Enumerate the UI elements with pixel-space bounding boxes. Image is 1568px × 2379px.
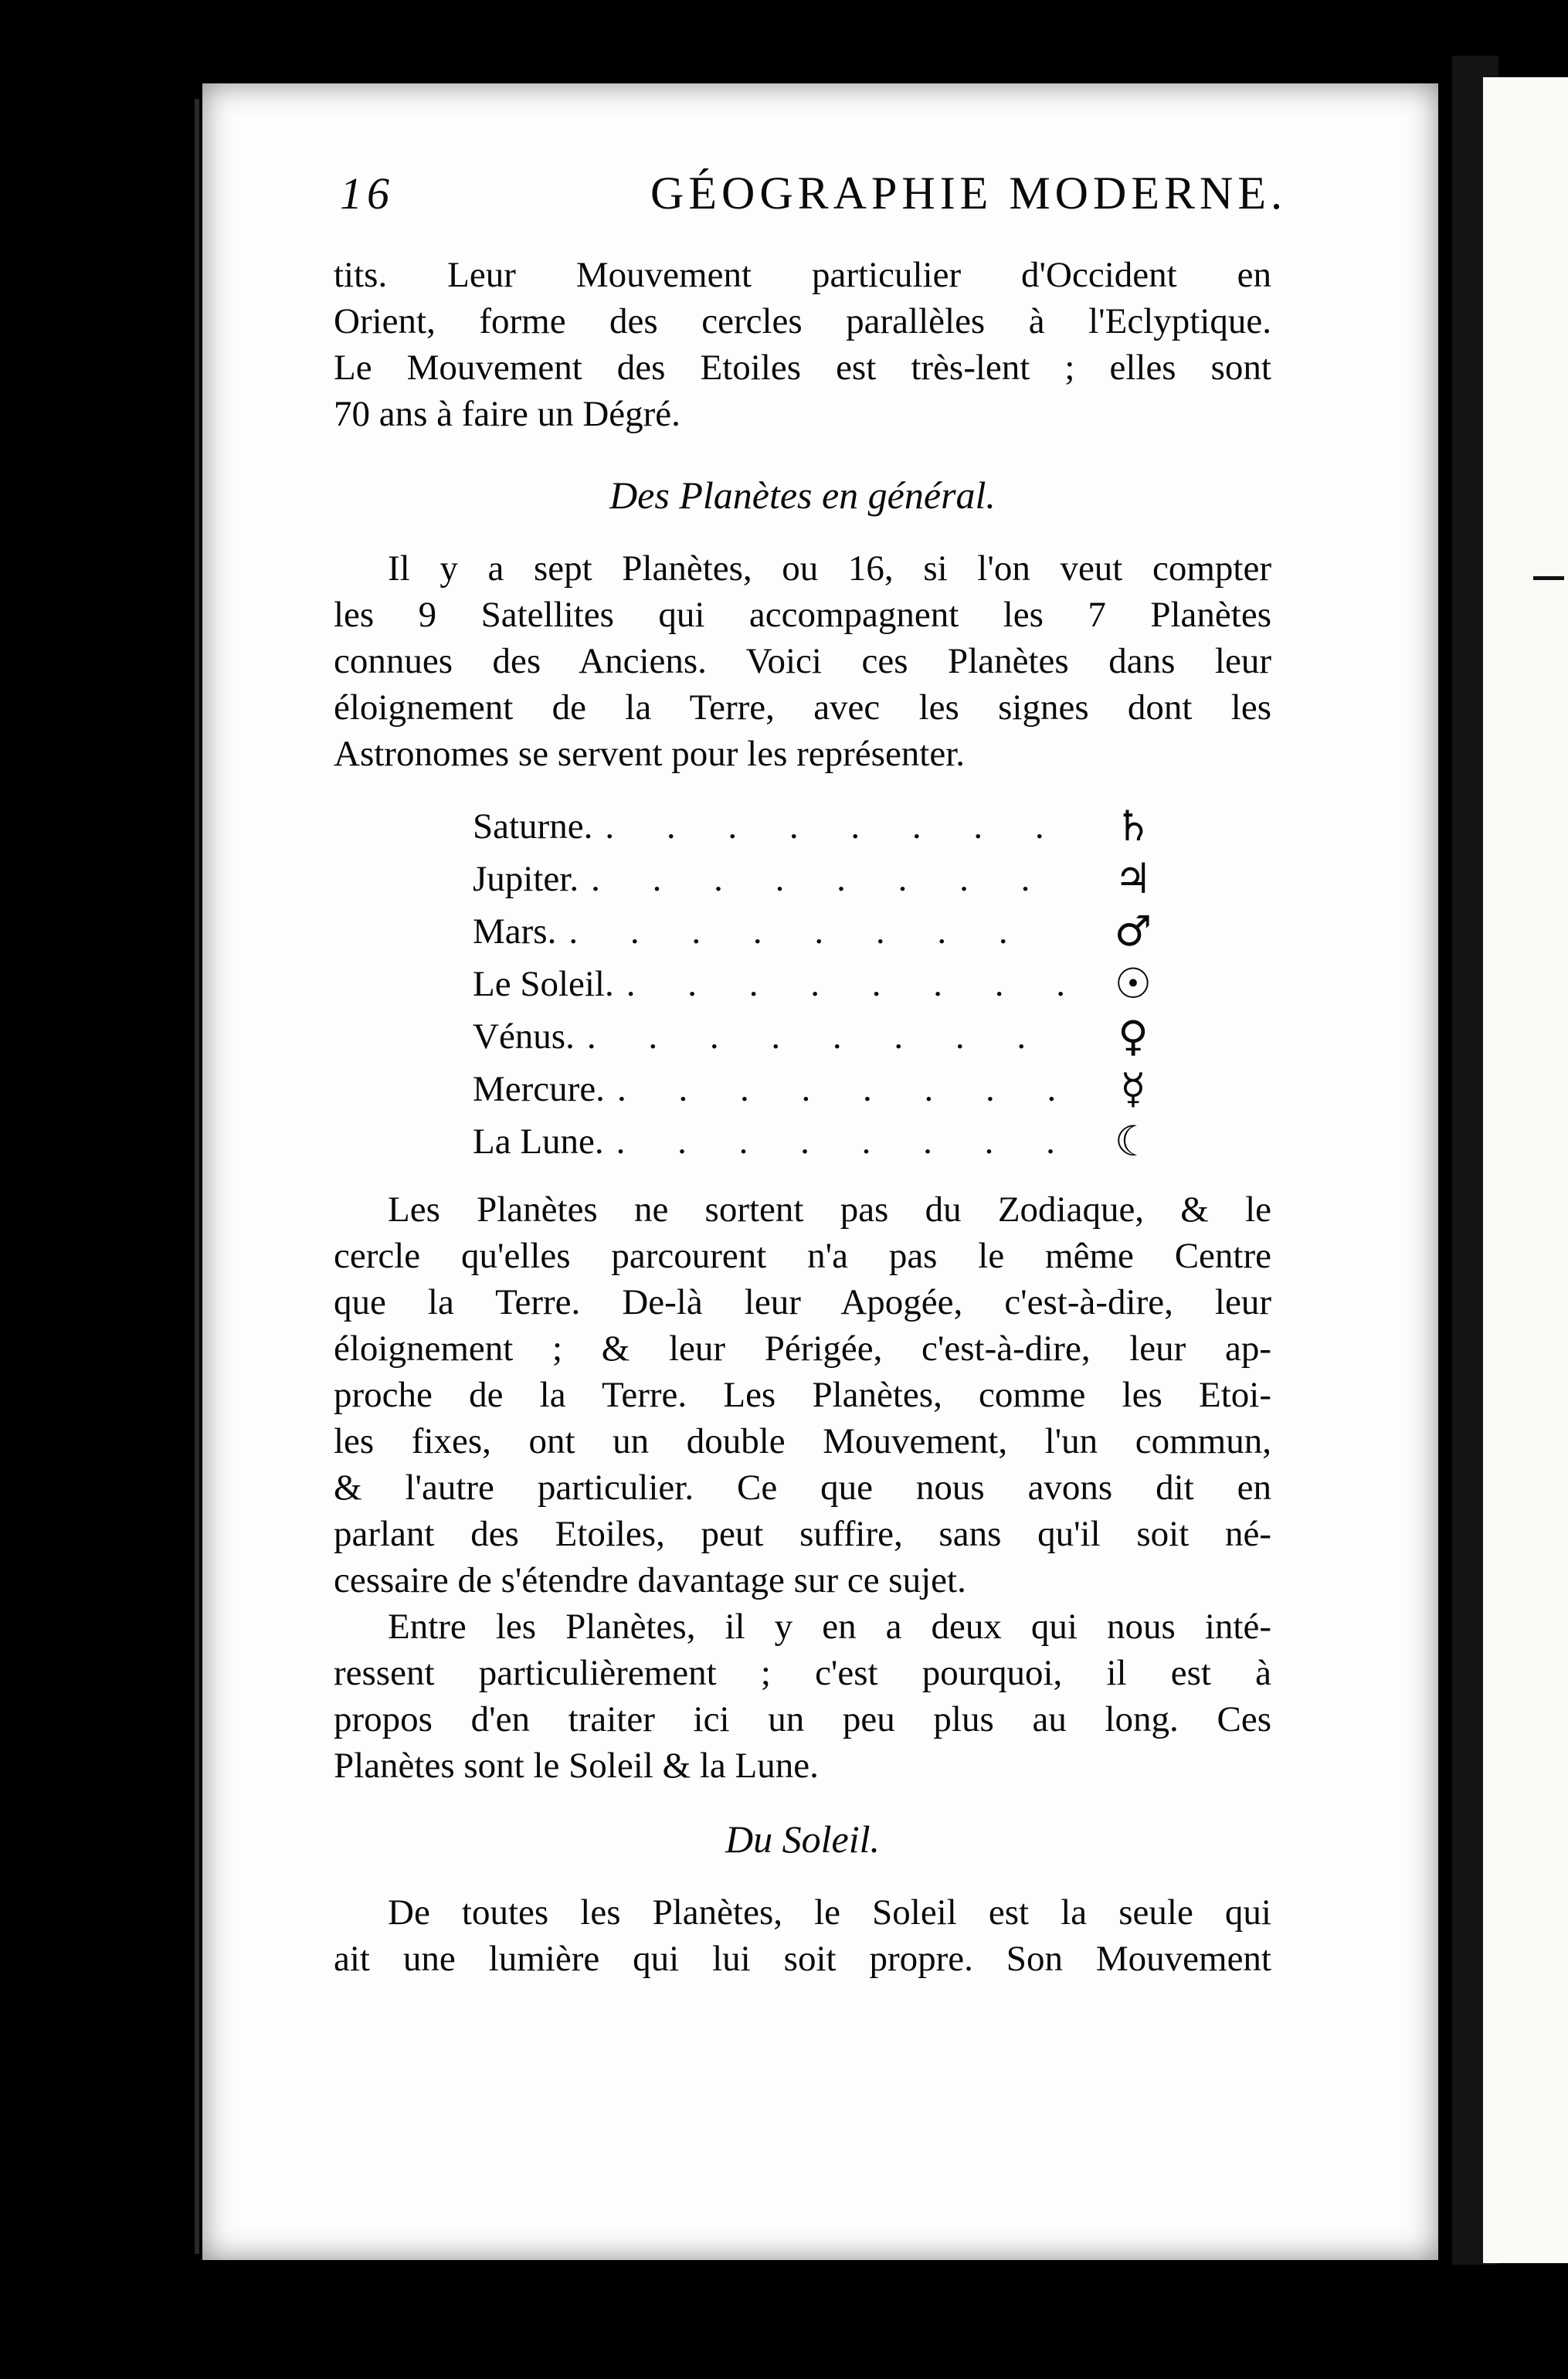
leader-dots: . . . . . . . . <box>586 1016 1048 1057</box>
page-number: 16 <box>340 168 394 219</box>
planet-name: Vénus. <box>473 1016 575 1057</box>
running-head <box>340 167 1287 221</box>
planet-name: La Lune. <box>473 1122 604 1162</box>
text-line: Orient, forme des cercles parallèles à l'Eclyptique. <box>334 301 1271 341</box>
moon-icon: ☾ <box>1114 1117 1152 1166</box>
text-line: propos d'en traiter ici un peu plus au long. Ces <box>334 1699 1271 1739</box>
text-line: Le Mouvement des Etoiles est très-lent ; elles sont <box>334 348 1271 388</box>
facing-page-mark <box>1533 576 1564 580</box>
text-line: Planètes sont le Soleil & la Lune. <box>334 1746 819 1786</box>
text-line: & l'autre particulier. Ce que nous avons dit en <box>334 1468 1271 1508</box>
book-title: GÉOGRAPHIE MODERNE. <box>650 168 1287 219</box>
text-line: les 9 Satellites qui accompagnent les 7 Planètes <box>334 595 1271 635</box>
planet-row <box>473 961 1160 1007</box>
text-line: éloignement de la Terre, avec les signes dont les <box>334 687 1271 728</box>
planet-row <box>473 1066 1160 1112</box>
planet-row <box>473 1118 1160 1165</box>
facing-page-edge <box>1483 77 1568 2263</box>
text-line: éloignement ; & leur Périgée, c'est-à-dire, leur ap- <box>334 1329 1271 1369</box>
text-line: parlant des Etoiles, peut suffire, sans qu'il soit né- <box>334 1514 1271 1554</box>
text-line: ressent particulièrement ; c'est pourquoi, il est à <box>334 1653 1271 1693</box>
text-line: tits. Leur Mouvement particulier d'Occident en <box>334 255 1271 295</box>
planet-row <box>473 1013 1160 1060</box>
text-line: cercle qu'elles parcourent n'a pas le même Centre <box>334 1236 1271 1276</box>
planet-name: Mars. <box>473 911 557 952</box>
text-line: les fixes, ont un double Mouvement, l'un commun, <box>334 1421 1271 1461</box>
text-line: De toutes les Planètes, le Soleil est la seule qui <box>388 1892 1271 1933</box>
leader-dots: . . . . . . . . <box>626 964 1087 1004</box>
text-line: connues des Anciens. Voici ces Planètes dans leur <box>334 641 1271 681</box>
text-line: Les Planètes ne sortent pas du Zodiaque, & le <box>388 1190 1271 1230</box>
section-heading: Des Planètes en général. <box>609 473 996 517</box>
text-line: Astronomes se servent pour les représenter. <box>334 734 966 774</box>
saturn-icon: ♄ <box>1114 802 1152 850</box>
planet-name: Saturne. <box>473 806 593 847</box>
leader-dots: . . . . . . . . <box>568 911 1030 952</box>
text-line: que la Terre. De-là leur Apogée, c'est-à-dire, leur <box>334 1282 1271 1322</box>
text-line: ait une lumière qui lui soit propre. Son Mouvement <box>334 1939 1271 1979</box>
leader-dots: . . . . . . . . <box>605 806 1066 847</box>
planet-name: Mercure. <box>473 1069 605 1109</box>
leader-dots: . . . . . . . . <box>616 1069 1078 1109</box>
page-gutter-shadow <box>195 99 199 2254</box>
leader-dots: . . . . . . . . <box>616 1122 1077 1162</box>
text-line: Entre les Planètes, il y en a deux qui nous inté- <box>388 1607 1271 1647</box>
text-line: cessaire de s'étendre davantage sur ce sujet. <box>334 1560 966 1600</box>
planet-row <box>473 803 1160 850</box>
mercury-icon: ☿ <box>1120 1064 1146 1113</box>
sun-icon: ☉ <box>1114 959 1152 1008</box>
planet-row <box>473 908 1160 955</box>
section-heading: Du Soleil. <box>725 1817 880 1861</box>
text-line: 70 ans à faire un Dégré. <box>334 394 680 434</box>
text-line: proche de la Terre. Les Planètes, comme les Etoi- <box>334 1375 1271 1415</box>
text-line: Il y a sept Planètes, ou 16, si l'on veut compter <box>388 548 1271 589</box>
venus-icon: ♀ <box>1118 1012 1149 1061</box>
planet-name: Le Soleil. <box>473 964 614 1004</box>
planet-name: Jupiter. <box>473 859 579 899</box>
leader-dots: . . . . . . . . <box>591 859 1052 899</box>
mars-icon: ♂ <box>1114 907 1152 955</box>
planet-row <box>473 856 1160 902</box>
jupiter-icon: ♃ <box>1114 854 1152 903</box>
